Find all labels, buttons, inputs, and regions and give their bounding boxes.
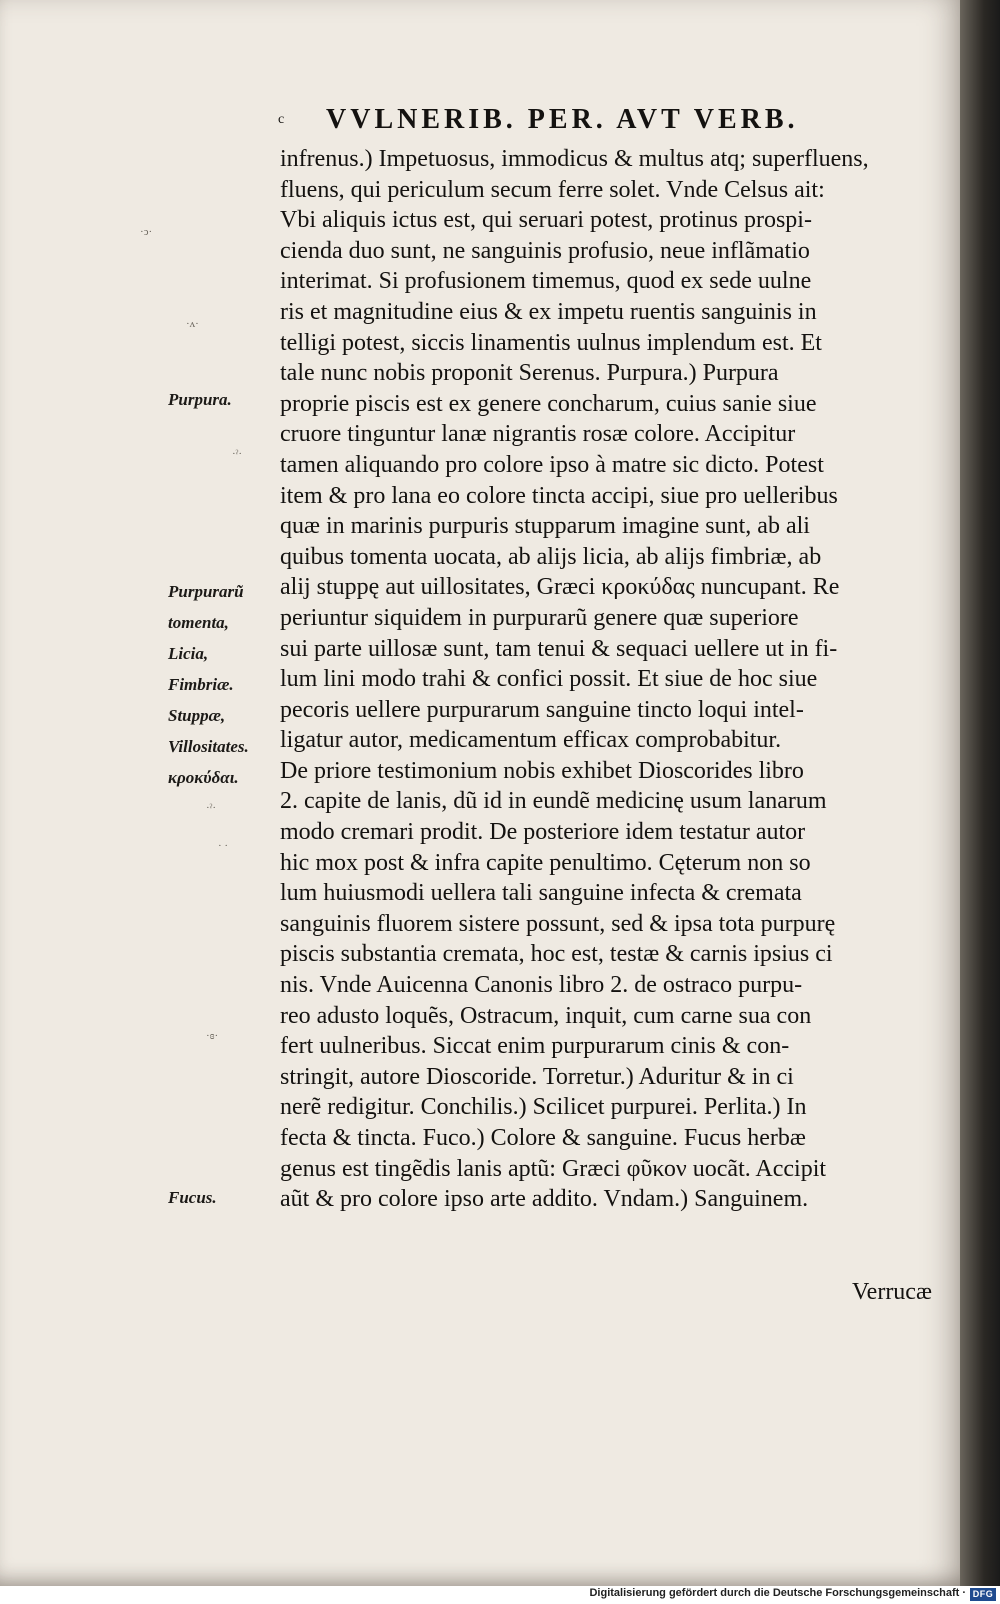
text-line: ligatur autor, medicamentum efficax comprobabitur. (280, 727, 782, 754)
margin-notes (0, 0, 280, 1586)
text-line: fert uulneribus. Siccat enim purpurarum cinis & con- (280, 1033, 790, 1060)
margin-note-purpura: Purpura. (168, 390, 232, 409)
text-line: stringit, autore Dioscoride. Torretur.) Aduritur & in ci (280, 1063, 794, 1090)
dfg-logo-icon: DFG (970, 1588, 996, 1601)
footer-bar (0, 1586, 1000, 1604)
text-line: sanguinis fluorem sistere possunt, sed & ipsa tota purpurę (280, 910, 836, 937)
text-line: sui parte uillosæ sunt, tam tenui & sequaci uellere ut in fi- (280, 635, 838, 662)
margin-note-purpurarum: Purpurarũ (168, 582, 244, 601)
margin-note-villositates: Villositates. (168, 737, 249, 756)
text-line: cienda duo sunt, ne sanguinis profusio, neue inflãmatio (280, 237, 810, 264)
text-line: fecta & tincta. Fuco.) Colore & sanguine. Fucus herbæ (280, 1125, 806, 1151)
text-line: pecoris uellere purpurarum sanguine tincto loqui intel- (280, 696, 804, 723)
text-line: ris et magnitudine eius & ex impetu ruentis sanguinis in (280, 298, 817, 325)
text-line: modo cremari prodit. De posteriore idem testatur autor (280, 819, 806, 846)
text-line: cruore tinguntur lanæ nigrantis rosæ colore. Accipitur (280, 421, 796, 448)
margin-note-krokydai: κροκύδαι. (168, 768, 239, 787)
ink-speck: ·ᴧ· (186, 318, 199, 330)
text-line: hic mox post & infra capite penultimo. Cęterum non so (280, 849, 811, 876)
text-line: proprie piscis est ex genere concharum, cuius sanie siue (280, 390, 817, 417)
text-line: alij stuppę aut uillositates, Græci κροκύδας nuncupant. Re (280, 574, 840, 601)
text-line: quæ in marinis purpuris stupparum imagine sunt, ab ali (280, 513, 810, 540)
text-line: infrenus.) Impetuosus, immodicus & multus atq; superfluens, (280, 146, 869, 172)
catchword: Verrucæ (852, 1279, 932, 1305)
ink-speck: ·ˀ· (206, 802, 217, 814)
text-line: Vbi aliquis ictus est, qui seruari potest, protinus prospi- (280, 207, 812, 234)
text-line: piscis substantia cremata, hoc est, testæ & carnis ipsius ci (280, 941, 833, 968)
ink-speck: ·ˀ· (232, 448, 243, 460)
margin-note-fucus: Fucus. (168, 1188, 217, 1207)
text-line: 2. capite de lanis, dũ id in eundẽ medicinę usum lanarum (280, 788, 827, 815)
text-line: nis. Vnde Auicenna Canonis libro 2. de ostraco purpu- (280, 972, 803, 999)
text-line: genus est tingẽdis lanis aptũ: Græci φῦκον uocãt. Accipit (280, 1155, 827, 1182)
text-line: periuntur siquidem in purpurarũ genere quæ superiore (280, 604, 799, 631)
running-title: VVLNERIB. PER. AVT VERB. (326, 104, 799, 135)
page-edge (960, 0, 1000, 1586)
text-line: tamen aliquando pro colore ipso à matre sic dicto. Potest (280, 451, 824, 478)
ink-speck: · · (218, 840, 229, 852)
page-header (278, 104, 918, 140)
text-line: interimat. Si profusionem timemus, quod ex sede uulne (280, 268, 812, 295)
margin-note-stuppae: Stuppæ, (168, 706, 226, 725)
ink-speck: ·ↄ· (140, 226, 153, 238)
margin-note-fimbriae: Fimbriæ. (168, 675, 234, 694)
text-line: nerẽ redigitur. Conchilis.) Scilicet purpurei. Perlita.) In (280, 1094, 807, 1121)
text-line: item & pro lana eo colore tincta accipi, siue pro uelleribus (280, 482, 838, 509)
text-line: tale nunc nobis proponit Serenus. Purpura.) Purpura (280, 360, 779, 387)
margin-note-licia: Licia, (168, 644, 209, 663)
body-text (280, 144, 940, 1215)
ink-speck: ·ɞ· (206, 1030, 219, 1042)
margin-note-tomenta: tomenta, (168, 613, 229, 632)
text-line: fluens, qui periculum secum ferre solet. Vnde Celsus ait: (280, 176, 825, 203)
text-line: lum lini modo trahi & confici possit. Et siue de hoc siue (280, 666, 818, 693)
folio-mark: c (278, 112, 285, 127)
funding-credit: Digitalisierung gefördert durch die Deutsche Forschungsgemeinschaft · (589, 1587, 966, 1599)
text-line: quibus tomenta uocata, ab alijs licia, ab alijs fimbriæ, ab (280, 543, 822, 570)
text-line: telligi potest, siccis linamentis uulnus implendum est. Et (280, 329, 822, 356)
text-line: De priore testimonium nobis exhibet Dioscorides libro (280, 757, 804, 784)
text-line: reo adusto loquẽs, Ostracum, inquit, cum carne sua con (280, 1002, 812, 1029)
text-line: lum huiusmodi uellera tali sanguine infecta & cremata (280, 880, 802, 907)
text-line: aũt & pro colore ipso arte addito. Vndam.) Sanguinem. (280, 1186, 809, 1213)
